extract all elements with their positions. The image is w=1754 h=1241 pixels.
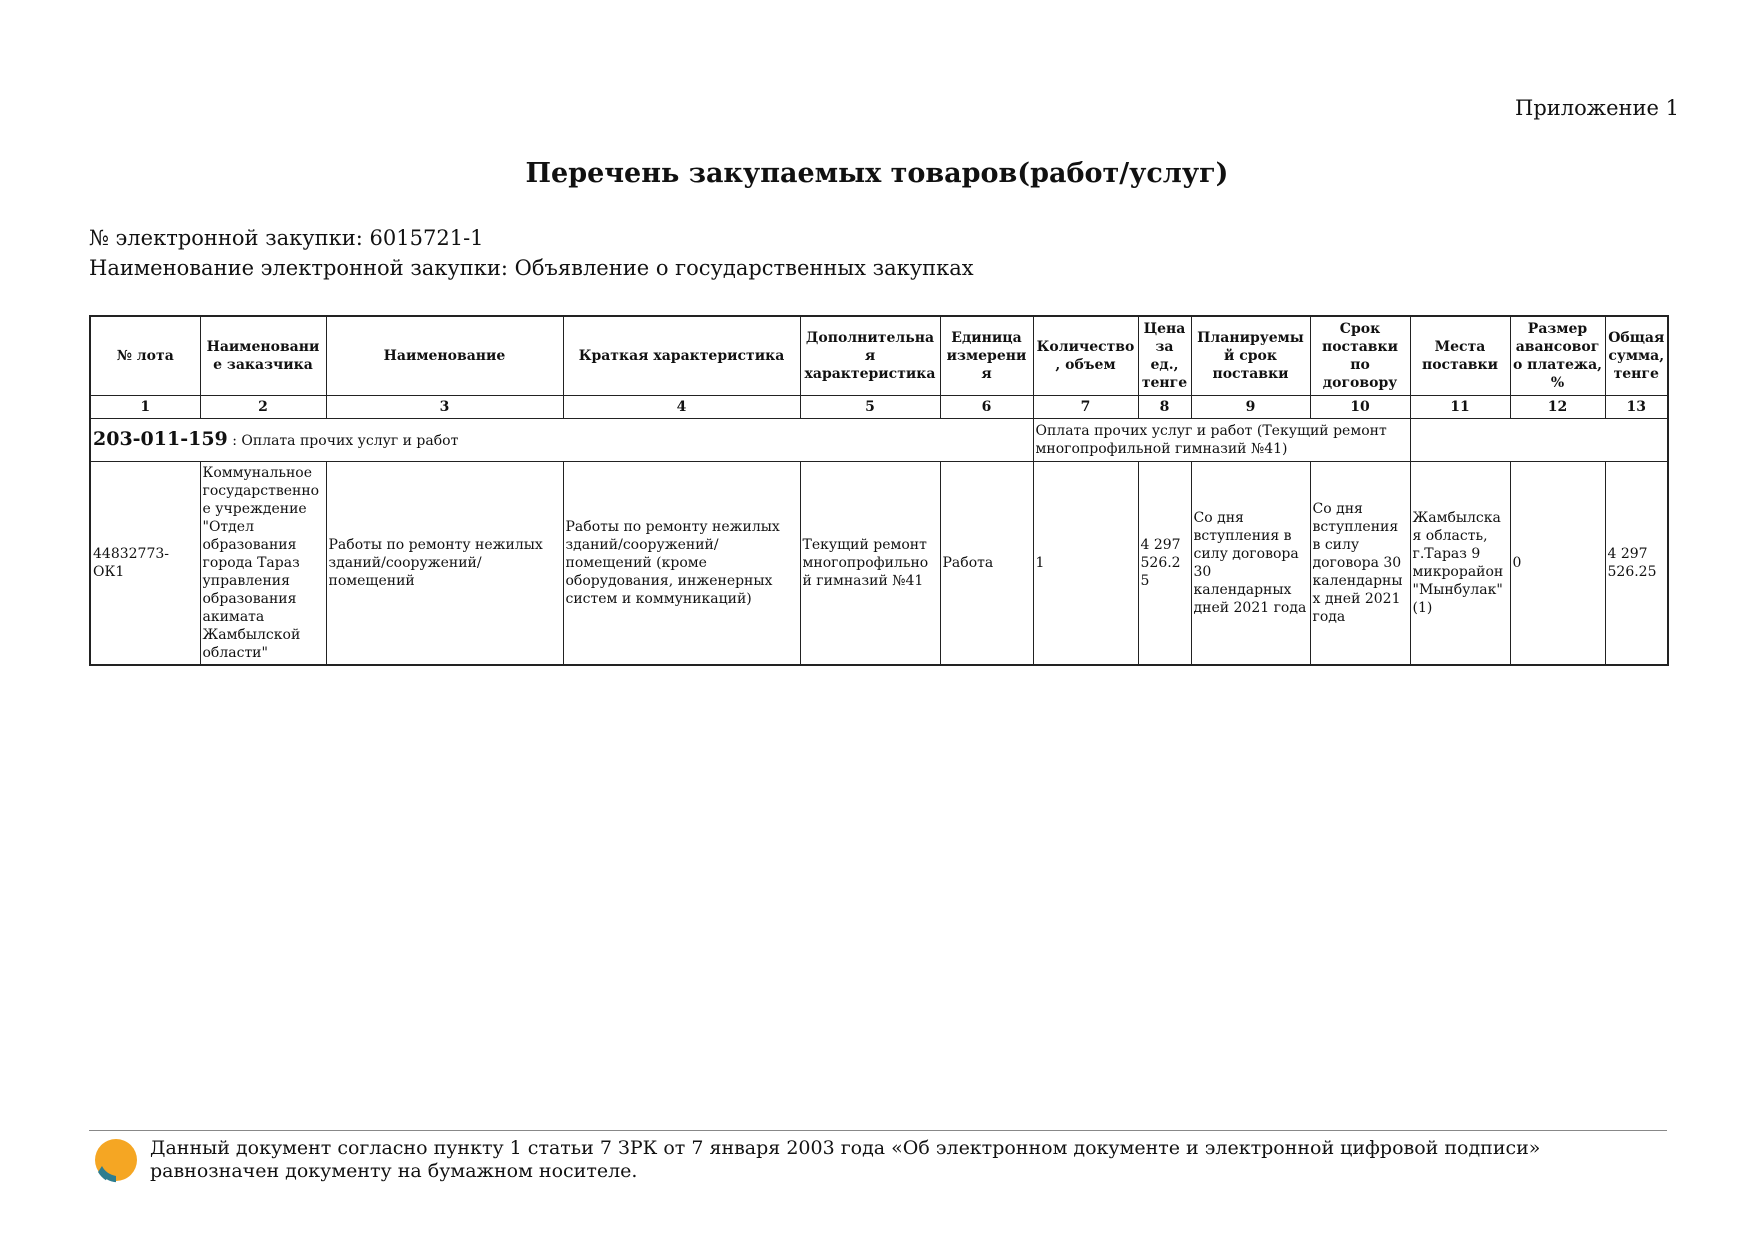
header-cell: Единица измерения	[940, 316, 1033, 396]
column-number: 9	[1191, 396, 1310, 419]
item-name: Работы по ремонту нежилых зданий/сооружений/помещений	[326, 462, 563, 666]
header-cell: Планируемый срок поставки	[1191, 316, 1310, 396]
planned-term: Со дня вступления в силу договора 30 календарных дней 2021 года	[1191, 462, 1310, 666]
short-description: Работы по ремонту нежилых зданий/сооружений/помещений (кроме оборудования, инженерных систем и коммуникаций)	[563, 462, 800, 666]
header-cell: Краткая характеристика	[563, 316, 800, 396]
budget-name: : Оплата прочих услуг и работ	[227, 433, 459, 449]
contract-term: Со дня вступления в силу договора 30 календарных дней 2021 года	[1310, 462, 1410, 666]
lot-number: 44832773-ОК1	[90, 462, 200, 666]
column-number: 6	[940, 396, 1033, 419]
total-sum: 4 297 526.25	[1605, 462, 1668, 666]
column-number: 3	[326, 396, 563, 419]
column-number: 2	[200, 396, 326, 419]
delivery-place: Жамбылская область, г.Тараз 9 микрорайон "Мынбулак" (1)	[1410, 462, 1510, 666]
budget-empty-cell	[1410, 419, 1668, 462]
advance-payment: 0	[1510, 462, 1605, 666]
header-cell: Цена за ед., тенге	[1138, 316, 1191, 396]
column-number: 4	[563, 396, 800, 419]
header-cell: Дополнительная характеристика	[800, 316, 940, 396]
header-cell: Количество, объем	[1033, 316, 1138, 396]
page-title: Перечень закупаемых товаров(работ/услуг)	[525, 158, 1229, 189]
column-number: 1	[90, 396, 200, 419]
quantity: 1	[1033, 462, 1138, 666]
unit: Работа	[940, 462, 1033, 666]
header-cell: Размер авансового платежа, %	[1510, 316, 1605, 396]
legal-notice: Данный документ согласно пункту 1 статьи 7 ЗРК от 7 января 2003 года «Об электронном документе и электронной цифровой подписи» равнозначен документу на бумажном носителе.	[150, 1137, 1541, 1182]
column-number: 8	[1138, 396, 1191, 419]
lots-table	[89, 315, 1669, 666]
unit-price: 4 297 526.25	[1138, 462, 1191, 666]
header-cell: Общая сумма, тенге	[1605, 316, 1668, 396]
extra-description: Текущий ремонт многопрофильной гимназий №41	[800, 462, 940, 666]
budget-group-row	[90, 419, 1668, 462]
column-number: 10	[1310, 396, 1410, 419]
procurement-name: Наименование электронной закупки: Объявление о государственных закупках	[89, 256, 974, 280]
column-number-row	[90, 396, 1668, 419]
column-number: 11	[1410, 396, 1510, 419]
header-row	[90, 316, 1668, 396]
header-cell: Места поставки	[1410, 316, 1510, 396]
column-number: 13	[1605, 396, 1668, 419]
header-cell: Срок поставки по договору	[1310, 316, 1410, 396]
table-row	[90, 462, 1668, 666]
egov-logo-icon	[92, 1136, 142, 1186]
budget-group-cell	[90, 419, 1033, 462]
budget-code: 203-011-159	[93, 428, 228, 450]
column-number: 7	[1033, 396, 1138, 419]
header-cell: № лота	[90, 316, 200, 396]
appendix-label: Приложение 1	[1515, 96, 1679, 120]
header-cell: Наименование	[326, 316, 563, 396]
header-cell: Наименование заказчика	[200, 316, 326, 396]
customer-name: Коммунальное государственное учреждение "Отдел образования города Тараз управления образования акимата Жамбылской области"	[200, 462, 326, 666]
procurement-number: № электронной закупки: 6015721-1	[89, 226, 484, 250]
column-number: 5	[800, 396, 940, 419]
footer-divider	[89, 1130, 1667, 1131]
budget-description: Оплата прочих услуг и работ (Текущий ремонт многопрофильной гимназий №41)	[1033, 419, 1410, 462]
column-number: 12	[1510, 396, 1605, 419]
